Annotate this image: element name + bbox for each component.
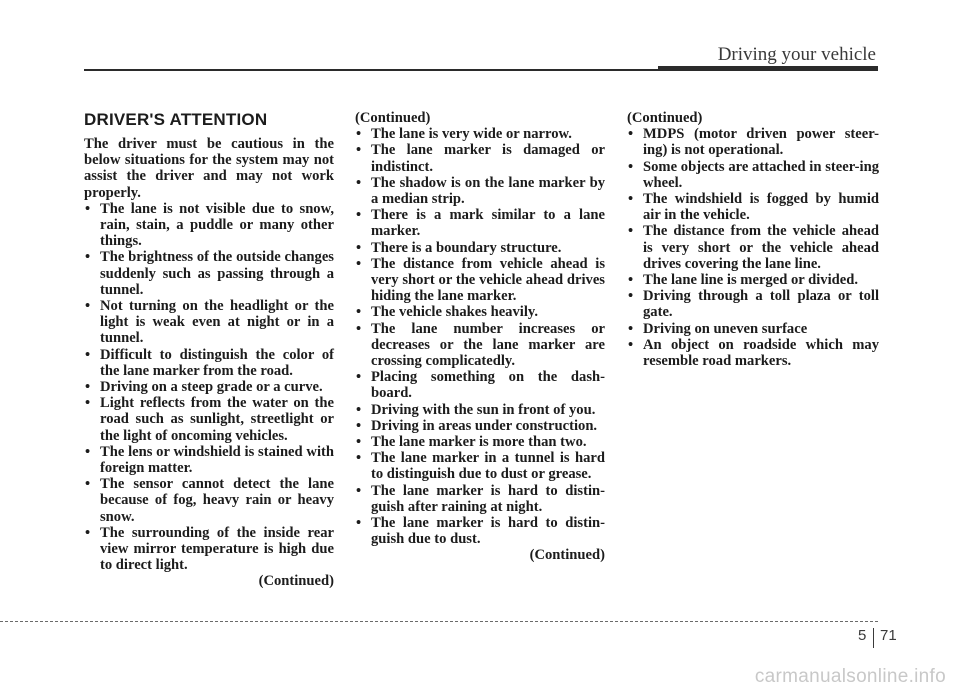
section-number: 5 [858, 627, 867, 644]
section-title: Driving your vehicle [717, 44, 876, 65]
continued-label-top: (Continued) [355, 110, 431, 126]
list-item-text: The shadow is on the lane marker by a median strip. [371, 174, 605, 208]
list-item-text: The lane is very wide or narrow. [371, 126, 572, 143]
bullet-icon: • [356, 482, 362, 499]
column-1 [84, 110, 334, 590]
bullet-icon: • [356, 255, 362, 272]
list-item [355, 418, 605, 434]
list-item-text: Light reflects from the water on the road such as sunlight, streetlight or the light of oncoming vehicles. [100, 395, 334, 444]
footer-rule [0, 621, 878, 622]
bullet-icon: • [356, 369, 362, 386]
bullet-icon: • [356, 450, 362, 467]
list-item-text: Some objects are attached in steer-ing wheel. [643, 158, 879, 191]
column-3 [627, 110, 879, 369]
bullet-icon: • [628, 191, 634, 208]
bullet-icon: • [85, 524, 91, 541]
list-item-text: The lane is not visible due to snow, rain, stain, a puddle or many other things. [100, 200, 334, 250]
bullet-icon: • [356, 304, 362, 321]
list-item-text: The sensor cannot detect the lane because of fog, heavy rain or heavy snow. [100, 476, 334, 525]
list-item [627, 191, 879, 223]
list-item-text: The lens or windshield is stained with foreign matter. [100, 443, 334, 477]
list-item-text: Placing something on the dash-board. [371, 369, 605, 402]
bullet-icon: • [356, 142, 362, 159]
bullet-icon: • [356, 207, 362, 224]
continued-label-top: (Continued) [627, 110, 703, 126]
bullet-icon: • [356, 239, 362, 256]
list-item [84, 525, 334, 574]
list-item [627, 272, 879, 288]
intro-paragraph: The driver must be cautious in the below situations for the system may not assist the driver and may not work properly. [84, 136, 334, 201]
bullet-list [627, 126, 879, 369]
list-item-text: The distance from vehicle ahead is very short or the vehicle ahead drives hiding the lane marker. [371, 255, 605, 305]
list-item-text: An object on roadside which may resemble road markers. [643, 336, 879, 370]
bullet-list [84, 201, 334, 574]
bullet-icon: • [356, 417, 362, 434]
bullet-icon: • [628, 288, 634, 305]
list-item [355, 207, 605, 239]
list-item-text: Difficult to distinguish the color of the lane marker from the road. [100, 346, 334, 379]
bullet-icon: • [356, 434, 362, 451]
list-item [355, 483, 605, 515]
list-item [355, 126, 605, 142]
watermark: carmanualsonline.info [754, 666, 946, 687]
list-item-text: The lane marker is hard to distin-guish after raining at night. [371, 482, 605, 515]
column-2 [355, 110, 605, 564]
list-item [627, 288, 879, 320]
list-item [84, 298, 334, 347]
list-item-text: The lane line is merged or divided. [643, 272, 858, 289]
bullet-icon: • [356, 126, 362, 143]
bullet-icon: • [85, 249, 91, 266]
list-item [627, 321, 879, 337]
bullet-icon: • [85, 476, 91, 493]
list-item [355, 240, 605, 256]
bullet-icon: • [85, 395, 91, 412]
page-number: 71 [880, 627, 897, 644]
list-item [355, 515, 605, 547]
list-item [355, 142, 605, 174]
section-heading: DRIVER'S ATTENTION [84, 110, 268, 129]
list-item-text: The surrounding of the inside rear view mirror temperature is high due to direct light. [100, 524, 334, 574]
bullet-icon: • [628, 126, 634, 143]
list-item-text: The lane marker is damaged or indistinct. [371, 142, 605, 175]
bullet-icon: • [356, 174, 362, 191]
list-item [84, 444, 334, 476]
list-item [627, 223, 879, 272]
header-rule-accent [658, 66, 878, 71]
list-item-text: Not turning on the headlight or the light is weak even at night or in a tunnel. [100, 298, 334, 347]
list-item-text: The lane marker is more than two. [371, 434, 587, 451]
bullet-list [355, 126, 605, 547]
list-item-text: The vehicle shakes heavily. [371, 304, 539, 321]
list-item-text: The lane marker in a tunnel is hard to distinguish due to dust or grease. [371, 450, 605, 483]
list-item [84, 476, 334, 525]
list-item [627, 126, 879, 158]
list-item-text: The lane number increases or decreases or the lane marker are crossing complicatedly. [371, 320, 605, 370]
list-item [84, 347, 334, 379]
list-item-text: Driving with the sun in front of you. [371, 401, 596, 418]
bullet-icon: • [628, 223, 634, 240]
bullet-icon: • [356, 515, 362, 532]
list-item [355, 434, 605, 450]
list-item [355, 402, 605, 418]
bullet-icon: • [85, 346, 91, 363]
bullet-icon: • [628, 336, 634, 353]
list-item-text: The windshield is fogged by humid air in the vehicle. [643, 191, 879, 224]
list-item [84, 201, 334, 250]
list-item [627, 159, 879, 191]
list-item-text: The distance from the vehicle ahead is very short or the vehicle ahead drives covering the lane line. [643, 223, 879, 272]
list-item-text: Driving on a steep grade or a curve. [100, 379, 323, 396]
list-item [84, 395, 334, 444]
list-item-text: There is a mark similar to a lane marker. [371, 207, 605, 240]
bullet-icon: • [356, 320, 362, 337]
continued-label: (Continued) [529, 547, 605, 564]
list-item [627, 337, 879, 369]
list-item [355, 321, 605, 370]
list-item [355, 175, 605, 207]
bullet-icon: • [85, 200, 91, 217]
bullet-icon: • [628, 158, 634, 175]
list-item [355, 256, 605, 305]
list-item [355, 304, 605, 320]
continued-label: (Continued) [258, 573, 334, 590]
bullet-icon: • [628, 272, 634, 289]
list-item-text: MDPS (motor driven power steer-ing) is not operational. [643, 126, 879, 159]
list-item [84, 379, 334, 395]
list-item [84, 249, 334, 298]
list-item-text: The brightness of the outside changes suddenly such as passing through a tunnel. [100, 249, 334, 298]
list-item-text: Driving through a toll plaza or toll gate. [643, 288, 879, 321]
bullet-icon: • [85, 443, 91, 460]
list-item-text: The lane marker is hard to distin-guish due to dust. [371, 515, 605, 548]
list-item-text: Driving on uneven surface [643, 320, 808, 337]
list-item-text: There is a boundary structure. [371, 239, 562, 256]
page-separator [873, 628, 874, 648]
list-item-text: Driving in areas under construction. [371, 417, 598, 434]
list-item [355, 369, 605, 401]
bullet-icon: • [85, 379, 91, 396]
list-item [355, 450, 605, 482]
bullet-icon: • [356, 401, 362, 418]
bullet-icon: • [85, 298, 91, 315]
bullet-icon: • [628, 320, 634, 337]
